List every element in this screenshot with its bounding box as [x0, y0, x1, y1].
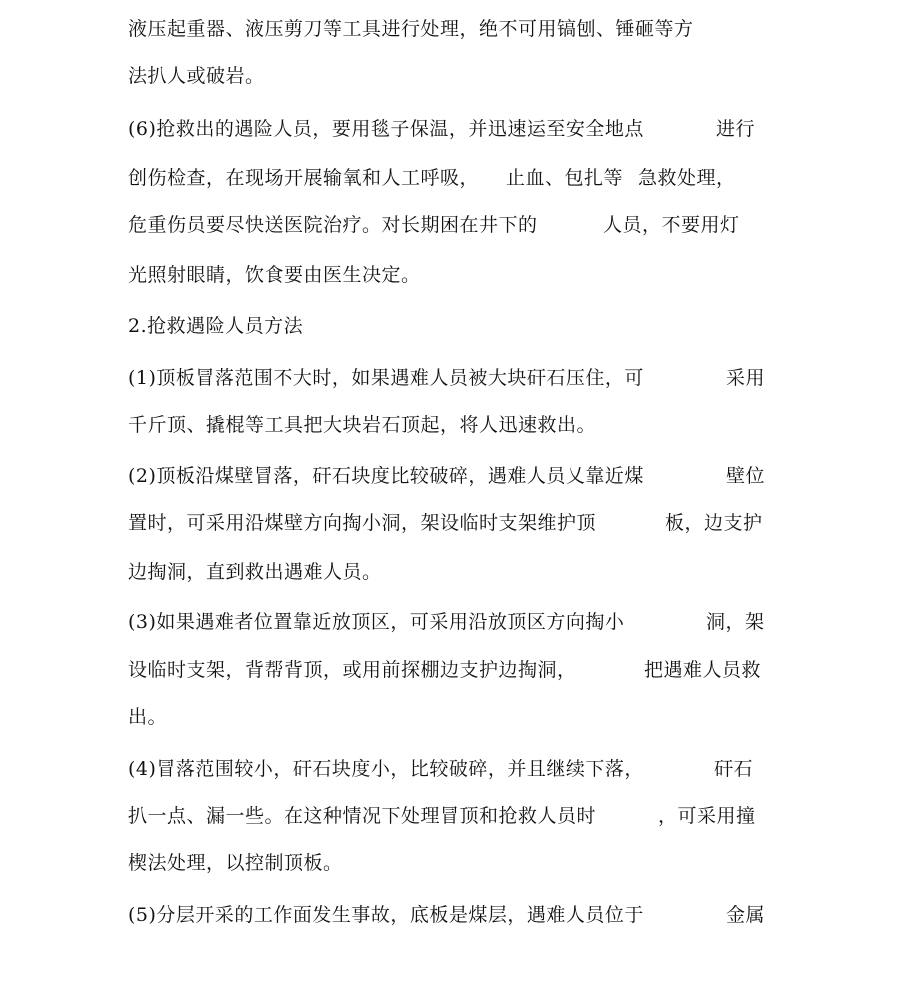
- text-segment: 采用: [726, 367, 766, 389]
- text-segment: (6)抢救出的遇险人员，要用毯子保温，并迅速运至安全地点: [128, 118, 644, 140]
- text-segment: (1)顶板冒落范围不大时，如果遇难人员被大块矸石压住，可: [128, 367, 644, 389]
- text-segment: ，可采用撞: [658, 805, 756, 827]
- text-segment: 光照射眼睛，饮食要由医生决定。: [128, 264, 421, 286]
- text-segment: 人员，不要用灯: [603, 214, 740, 236]
- text-segment: 止血、包扎等: [506, 167, 624, 189]
- text-segment: 千斤顶、撬棍等工具把大块岩石顶起，将人迅速救出。: [128, 414, 597, 436]
- section-heading-text: 2.抢救遇险人员方法: [128, 315, 304, 337]
- text-segment: 板，边支护: [665, 512, 763, 534]
- text-segment: 创伤检查，在现场开展输氧和人工呼吸，: [128, 167, 480, 189]
- text-segment: 法扒人或破岩。: [128, 65, 265, 87]
- text-segment: 洞，架: [706, 611, 765, 633]
- text-segment: 矸石: [714, 758, 754, 780]
- text-segment: 置时，可采用沿煤壁方向掏小洞，架设临时支架维护顶: [128, 512, 597, 534]
- text-line: [128, 903, 766, 999]
- text-segment: 壁位: [726, 465, 766, 487]
- text-segment: 危重伤员要尽快送医院治疗。对长期困在井下的: [128, 214, 538, 236]
- text-segment: 液压起重器、液压剪刀等工具进行处理，绝不可用镐刨、锤砸等方: [128, 18, 694, 40]
- text-segment: 进行: [716, 118, 756, 140]
- text-segment: (4)冒落范围较小，矸石块度小，比较破碎，并且继续下落，: [128, 758, 644, 780]
- text-segment: 急救处理，: [638, 167, 736, 189]
- text-segment: 边掏洞，直到救出遇难人员。: [128, 561, 382, 583]
- text-segment: (3)如果遇难者位置靠近放顶区，可采用沿放顶区方向掏小: [128, 611, 625, 633]
- text-segment: 楔法处理，以控制顶板。: [128, 852, 343, 874]
- text-segment: 扒一点、漏一些。在这种情况下处理冒顶和抢救人员时: [128, 805, 597, 827]
- text-segment: 设临时支架，背帮背顶，或用前探棚边支护边掏洞，: [128, 659, 577, 681]
- text-segment: (5)分层开采的工作面发生事故，底板是煤层，遇难人员位于: [128, 904, 644, 926]
- text-segment: 金属: [726, 904, 766, 926]
- text-segment: 把遇难人员救: [644, 659, 762, 681]
- text-segment: 出。: [128, 706, 168, 728]
- text-segment: (2)顶板沿煤壁冒落，矸石块度比较破碎，遇难人员乂靠近煤: [128, 465, 644, 487]
